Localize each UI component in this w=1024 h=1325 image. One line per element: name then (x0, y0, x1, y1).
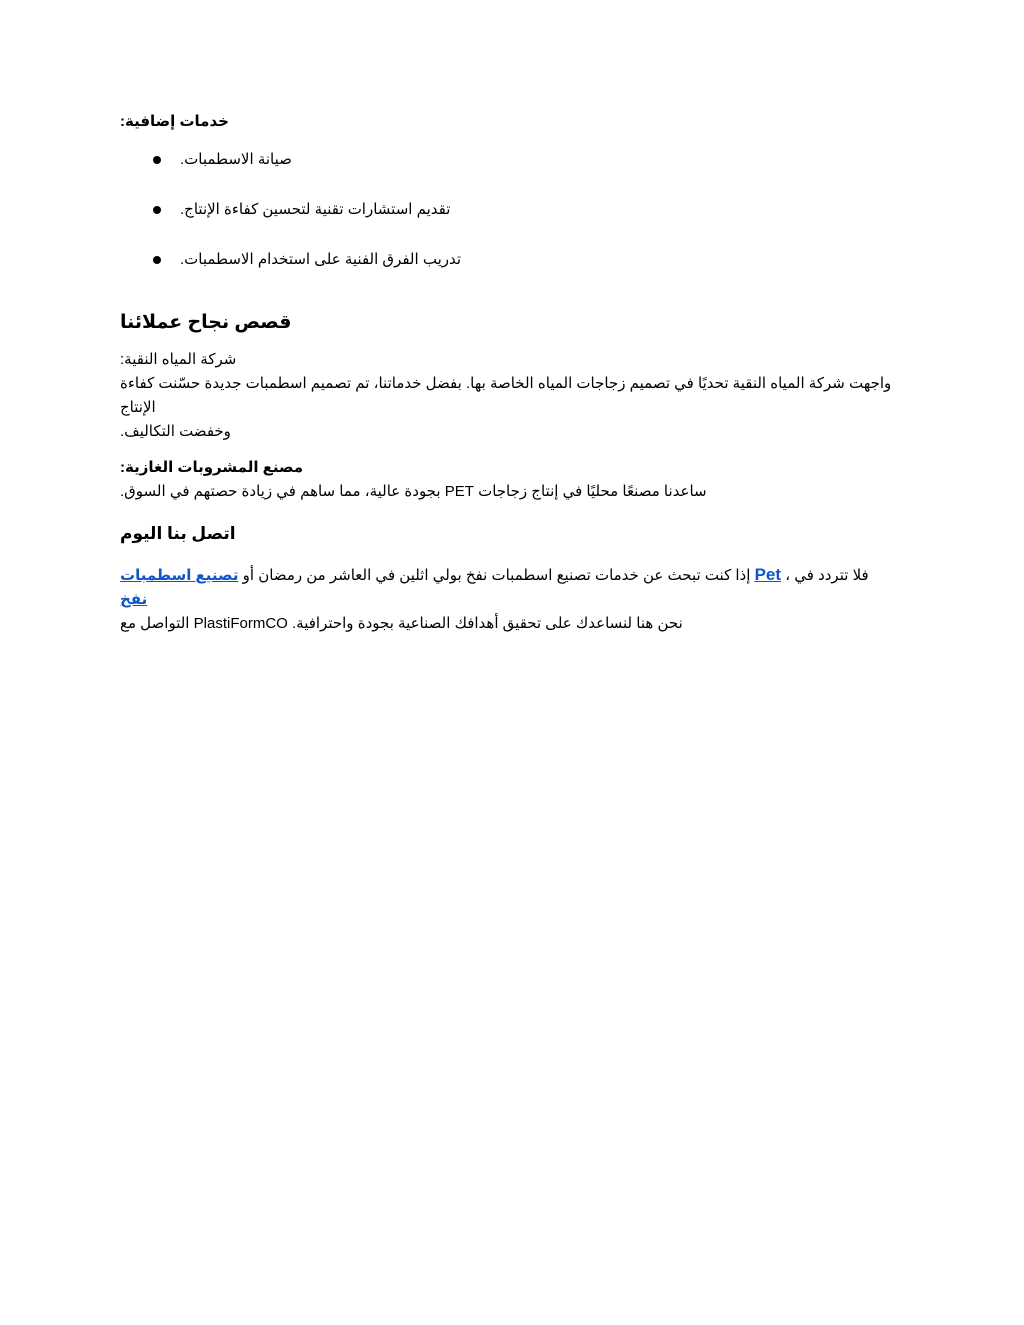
contact-text-middle: إذا كنت تبحث عن خدمات تصنيع اسطمبات نفخ بولي اثلين في العاشر من رمضان أو (242, 567, 751, 584)
additional-services-list (120, 150, 900, 270)
list-item (120, 250, 900, 270)
document-page (120, 112, 900, 636)
pet-link[interactable]: Pet (754, 565, 782, 584)
story1-text-line1: واجهت شركة المياه النقية تحديًا في تصميم زجاجات المياه الخاصة بها. بفضل خدماتنا، تم تصميم اسطمبات جديدة حسّنت كفاءة الإنتاج (120, 375, 892, 416)
list-item (120, 200, 900, 220)
service-item-text: تدريب الفرق الفنية على استخدام الاسطمبات. (180, 251, 462, 268)
contact-text-before-link: فلا تتردد في ، (785, 567, 869, 584)
service-item-text: تقديم استشارات تقنية لتحسين كفاءة الإنتاج. (180, 201, 451, 218)
contact-line2: نحن هنا لنساعدك على تحقيق أهدافك الصناعية بجودة واحترافية. PlastiFormCO التواصل مع (120, 615, 683, 632)
bullet-icon (153, 256, 161, 264)
contact-paragraph (120, 563, 900, 636)
bullet-icon (153, 206, 161, 214)
blow-mold-link[interactable]: تصنيع اسطمبات نفخ (120, 567, 239, 608)
additional-services-heading: خدمات إضافية: (120, 113, 229, 130)
contact-line1 (120, 563, 900, 612)
list-item (120, 150, 900, 170)
story1-name: شركة المياه النقية: (120, 351, 237, 368)
bullet-icon (153, 156, 161, 164)
story2-name: مصنع المشروبات الغازية: (120, 459, 304, 476)
success-stories-heading: قصص نجاح عملائنا (120, 312, 292, 333)
contact-heading: اتصل بنا اليوم (120, 524, 236, 543)
story1-text-line2: وخفضت التكاليف. (120, 423, 231, 440)
story2-text: ساعدنا مصنعًا محليًا في إنتاج زجاجات PET بجودة عالية، مما ساهم في زيادة حصتهم في السوق. (120, 483, 707, 500)
service-item-text: صيانة الاسطمبات. (180, 151, 292, 168)
